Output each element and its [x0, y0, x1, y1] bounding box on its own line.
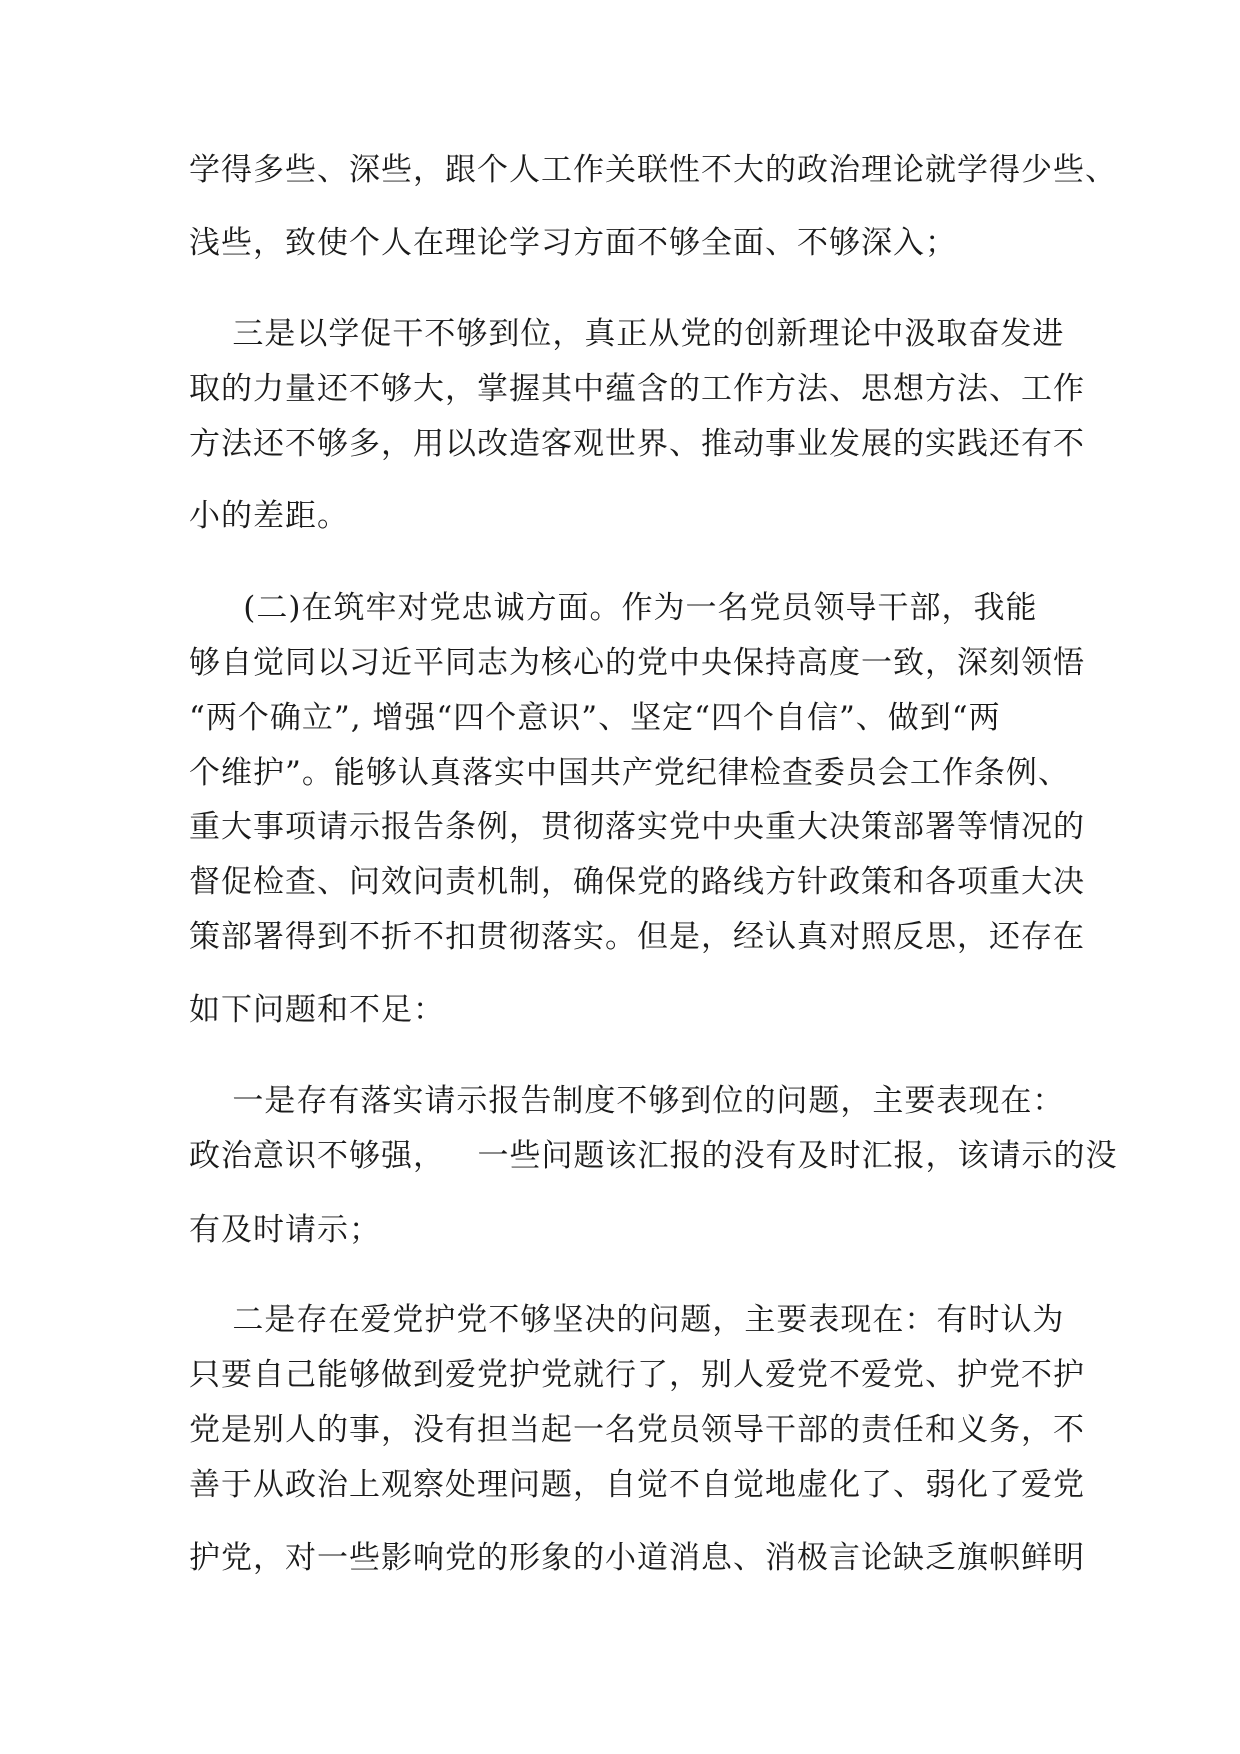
text-line: 二是存在爱党护党不够坚决的问题，主要表现在：有时认为 — [189, 1302, 1065, 1338]
text-line: 善于从政治上观察处理问题，自觉不自觉地虚化了、弱化了爱党 — [189, 1467, 1085, 1503]
text-line: “两个确立”, 增强“四个意识”、坚定“四个自信”、做到“两 — [189, 700, 1001, 736]
text-line: 有及时请示； — [189, 1212, 381, 1248]
text-line: 一是存有落实请示报告制度不够到位的问题，主要表现在： — [189, 1083, 1065, 1119]
text-line: 如下问题和不足： — [189, 992, 445, 1028]
text-line: 重大事项请示报告条例，贯彻落实党中央重大决策部署等情况的 — [189, 809, 1085, 845]
text-line: 取的力量还不够大，掌握其中蕴含的工作方法、思想方法、工作 — [189, 371, 1085, 407]
text-line: 政治意识不够强， 一些问题该汇报的没有及时汇报，该请示的没 — [189, 1138, 1118, 1174]
text-line: 策部署得到不折不扣贯彻落实。但是，经认真对照反思，还存在 — [189, 919, 1085, 955]
text-line: 方法还不够多，用以改造客观世界、推动事业发展的实践还有不 — [189, 426, 1085, 462]
text-line: 小的差距。 — [189, 498, 349, 534]
text-line: 督促检查、问效问责机制，确保党的路线方针政策和各项重大决 — [189, 864, 1085, 900]
text-line: 只要自己能够做到爱党护党就行了，别人爱党不爱党、护党不护 — [189, 1357, 1085, 1393]
text-line: 护党，对一些影响党的形象的小道消息、消极言论缺乏旗帜鲜明 — [189, 1540, 1085, 1576]
text-line: 三是以学促干不够到位，真正从党的创新理论中汲取奋发进 — [189, 316, 1065, 352]
text-line: 党是别人的事，没有担当起一名党员领导干部的责任和义务，不 — [189, 1412, 1085, 1448]
text-line: 够自觉同以习近平同志为核心的党中央保持高度一致，深刻领悟 — [189, 645, 1085, 681]
text-line: 学得多些、深些，跟个人工作关联性不大的政治理论就学得少些、 — [189, 152, 1117, 188]
text-line: 浅些，致使个人在理论学习方面不够全面、不够深入； — [189, 225, 957, 261]
text-line: 个维护”。能够认真落实中国共产党纪律检查委员会工作条例、 — [189, 755, 1070, 791]
text-line: (二)在筑牢对党忠诚方面。作为一名党员领导干部，我能 — [189, 590, 1038, 626]
